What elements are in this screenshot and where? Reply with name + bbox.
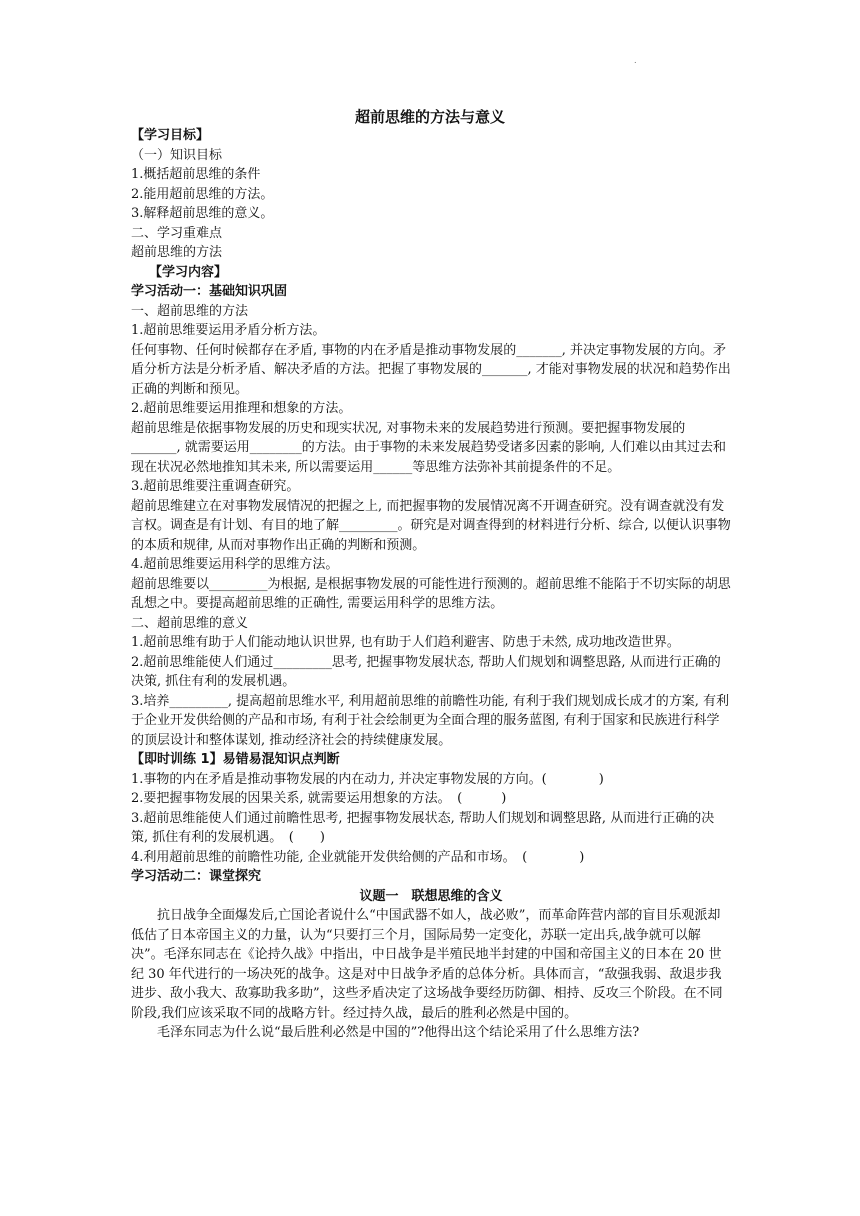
subheading-methods: 一、超前思维的方法	[131, 303, 249, 319]
activity-heading-1: 学习活动一：基础知识巩固	[131, 284, 288, 299]
method-item: 2.超前思维要运用推理和想象的方法。	[131, 401, 352, 416]
method-item: 3.超前思维要注重调查研究。	[131, 479, 300, 494]
case-paragraph: 抗日战争全面爆发后,亡国论者说什么“中国武器不如人，战必败”，而革命阵营内部的盲目乐观派却低估了日本帝国主义的力量，认为“只要打三个月，国际局势一定变化，苏联一定出兵,战争就可以解决”。毛泽东同志在《论持久战》中指出，中日战争是半殖民地半封建的中国和帝国主义的日本在 20 世纪 30 年代进行的一场决死的战争。这是对中日战争矛盾的总体分析。具体而言，“敌强我弱、敌退步我进步、敌小我大、敌寡助我多助”，这些矛盾决定了这场战争要经历防御、相持、反攻三个阶段。在不同阶段,我们应该采取不同的战略方针。经过持久战，最后的胜利必然是中国的。	[131, 908, 723, 1021]
significance-item: 1.超前思维有助于人们能动地认识世界, 也有助于人们趋利避害、防患于未然, 成功地改造世界。	[131, 635, 680, 650]
subheading-significance: 二、超前思维的意义	[131, 615, 249, 631]
section-heading-content: 【学习内容】	[149, 264, 228, 280]
header-mark: .	[634, 56, 637, 65]
activity-heading-2: 学习活动二：课堂探究	[131, 869, 262, 884]
judgment-question: 4.利用超前思维的前瞻性功能, 企业就能开发供给侧的产品和市场。 ( )	[131, 849, 585, 865]
method-item: 4.超前思维要运用科学的思维方法。	[131, 557, 339, 572]
key-point: 超前思维的方法	[131, 245, 223, 260]
method-item: 1.超前思维要运用矛盾分析方法。	[131, 323, 326, 338]
fill-blank-paragraph: 超前思维是依据事物发展的历史和现实状况, 对事物未来的发展趋势进行预测。要把握事物发展的_______, 就需要运用________的方法。由于事物的未来发展趋势受诸多因素的影响, 人们难以由其过去和现在状况必然地推知其未来, 所以需要运用______等思维方法弥补其前提条件的不足。	[131, 420, 727, 475]
judgment-question: 1.事物的内在矛盾是推动事物发展的内在动力, 并决定事物发展的方向。( )	[131, 771, 604, 787]
fill-blank-paragraph: 超前思维建立在对事物发展情况的把握之上, 而把握事物的发展情况离不开调查研究。没有调查就没有发言权。调查是有计划、有目的地了解_________。研究是对调查得到的材料进行分析、综合, 以便认识事物的本质和规律, 从而对事物作出正确的判断和预测。	[131, 498, 731, 553]
objective-item: 3.解释超前思维的意义。	[131, 206, 274, 221]
significance-item: 2.超前思维能使人们通过_________思考, 把握事物发展状态, 帮助人们规划和调整思路, 从而进行正确的决策, 抓住有利的发展机遇。	[131, 654, 721, 689]
document-body	[131, 126, 731, 1043]
fill-blank-paragraph: 超前思维要以_________为根据, 是根据事物发展的可能性进行预测的。超前思维不能陷于不切实际的胡思乱想之中。要提高超前思维的正确性, 需要运用科学的思维方法。	[131, 576, 731, 611]
topic-heading: 议题一 联想思维的含义	[359, 888, 503, 904]
judgment-question: 2.要把握事物发展的因果关系, 就需要运用想象的方法。 ( )	[131, 791, 507, 806]
subheading-key-points: 二、学习重难点	[131, 225, 223, 241]
objective-item: 1.概括超前思维的条件	[131, 167, 261, 182]
subheading-knowledge-objectives: （一）知识目标	[131, 147, 223, 163]
significance-item: 3.培养_________, 提高超前思维水平, 利用超前思维的前瞻性功能, 有利于我们规划成长成才的方案, 有利于企业开发供给侧的产品和市场, 有利于社会绘制更为全面合理的服务蓝图, 有利于国家和民族进行科学的顶层设计和整体谋划, 推动经济社会的持续健康发展。	[131, 693, 729, 748]
objective-item: 2.能用超前思维的方法。	[131, 186, 274, 202]
discussion-question: 毛泽东同志为什么说“最后胜利必然是中国的”?他得出这个结论采用了什么思维方法?	[157, 1025, 640, 1040]
practice-heading: 【即时训练 1】易错易混知识点判断	[131, 752, 340, 767]
judgment-question: 3.超前思维能使人们通过前瞻性思考, 把握事物发展状态, 帮助人们规划和调整思路, 从而进行正确的决策, 抓住有利的发展机遇。 ( )	[131, 810, 715, 845]
page-title: 超前思维的方法与意义	[354, 108, 505, 126]
fill-blank-paragraph: 任何事物、任何时候都存在矛盾, 事物的内在矛盾是推动事物发展的_______, 并决定事物发展的方向。矛盾分析方法是分析矛盾、解决矛盾的方法。把握了事物发展的_______, 才能对事物发展的状况和趋势作出正确的判断和预见。	[131, 342, 731, 397]
section-heading-objectives: 【学习目标】	[131, 128, 210, 143]
